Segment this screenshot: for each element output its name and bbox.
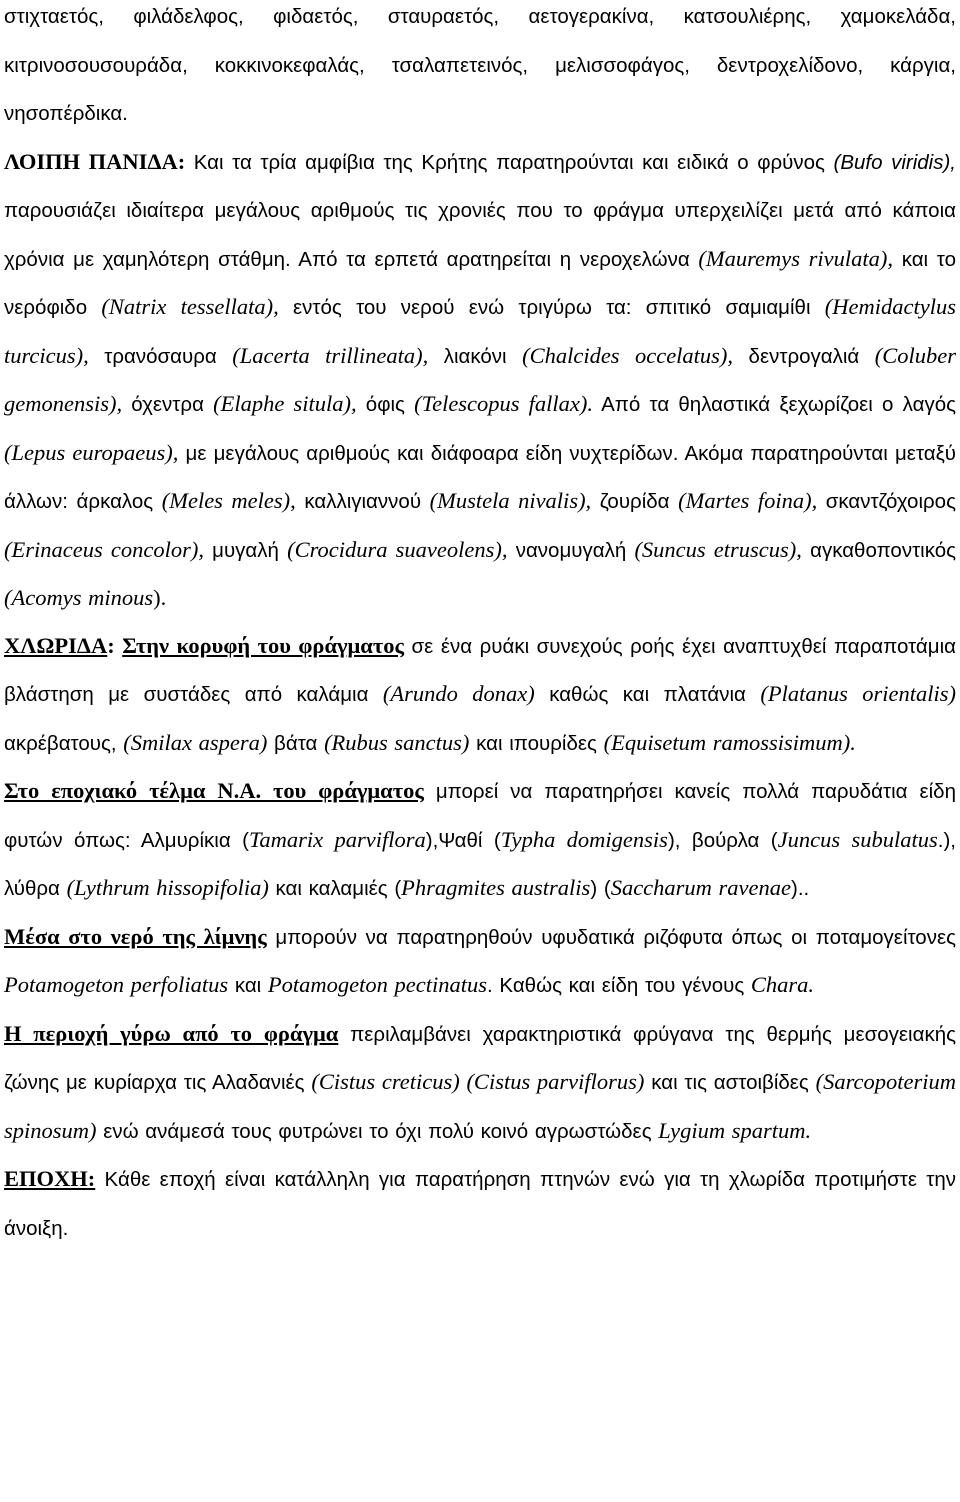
text-segment: (Natrix tessellata), — [101, 294, 279, 319]
text-segment: Juncus subulatus — [777, 826, 938, 852]
text-segment: (Mauremys rivulata), — [698, 245, 894, 271]
text-segment: (Elaphe situla), — [213, 391, 357, 416]
text-segment: ), βούρλα ( — [667, 828, 778, 852]
paragraph-lake-water — [4, 913, 956, 1010]
text-segment: ),Ψαθί ( — [425, 828, 501, 852]
text-segment: (Smilax aspera) — [123, 729, 268, 755]
text-segment: (Arundo donax) — [382, 681, 535, 706]
text-segment: καθώς και πλατάνια — [534, 683, 761, 706]
text-segment: (Sarcopoterium spinosum) — [4, 1069, 957, 1143]
text-segment: Potamogeton pectinatus — [267, 972, 488, 997]
text-segment: (Lepus europaeus), — [4, 439, 179, 465]
text-segment: μπορεί να παρατηρήσει κανείς πολλά παρυδάτια είδη φυτών όπως: Αλμυρίκια ( — [4, 780, 956, 852]
text-segment: Μέσα στο νερό της λίμνης — [4, 923, 267, 949]
text-segment: στιχταετός, φιλάδελφος, φιδαετός, σταυραετός, αετογερακίνα, κατσουλιέρης, χαμοκελάδα, κιτρινοσουσουράδα, κοκκινοκεφαλάς, τσαλαπετεινός, μελισσοφάγος, δεντροχελίδονο, κάργια, νησοπέρδικα. — [4, 5, 956, 125]
text-segment: Phragmites australis — [401, 875, 591, 900]
text-segment: (Lythrum hissopifolia) — [66, 875, 269, 900]
text-segment: (Platanus orientalis) — [760, 681, 957, 706]
text-segment: (Bufo viridis), — [833, 150, 956, 174]
text-segment: ) ( — [590, 877, 611, 900]
paragraph-other-fauna — [4, 138, 956, 622]
text-segment: Chara. — [750, 972, 815, 997]
paragraph-bird-list — [4, 0, 956, 138]
text-segment: Και τα τρία αμφίβια της Κρήτης παρατηρούνται και ειδικά ο φρύνος — [193, 150, 834, 174]
text-segment: αγκαθοποντικός — [801, 538, 957, 562]
text-segment: και — [228, 974, 268, 997]
text-segment: ΛΟΙΠΗ ΠΑΝΙΔΑ: — [4, 148, 194, 174]
text-segment: λιακόνι — [428, 344, 523, 368]
text-segment: Tamarix parviflora — [248, 826, 426, 852]
text-segment: : — [107, 632, 123, 658]
text-segment: παρουσιάζει ιδιαίτερα μεγάλους αριθμούς τις χρονιές που το φράγμα υπερχειλίζει μετά από κάποια χρόνια με χαμηλότερη στάθμη. Από τα ερπετά αρατηρείται η νεροχελώνα — [4, 199, 956, 271]
text-segment: όχεντρα — [122, 393, 214, 416]
text-segment: (Equisetum ramossisimum). — [603, 729, 856, 755]
paragraph-season — [4, 1155, 956, 1252]
text-segment: (Coluber gemonensis), — [4, 342, 956, 416]
text-segment: Lygium spartum. — [658, 1117, 812, 1143]
text-segment: τρανόσαυρα — [88, 344, 233, 368]
text-segment: . Καθώς και είδη του γένους — [487, 974, 751, 997]
text-segment: Potamogeton perfoliatus — [4, 972, 229, 997]
text-segment: ενώ ανάμεσά τους φυτρώνει το όχι πολύ κοινό αγρωστώδες — [96, 1119, 659, 1143]
text-segment: (Crocidura suaveolens), — [287, 536, 508, 562]
text-segment: Typha domigensis — [500, 826, 668, 852]
text-segment: περιλαμβάνει χαρακτηριστικά φρύγανα της θερμής μεσογειακής ζώνης με κυρίαρχα τις Αλαδανιές — [4, 1022, 956, 1094]
text-segment: Από τα θηλαστικά ξεχωρίζοει ο λαγός — [593, 393, 956, 416]
text-segment: σε ένα ρυάκι συνεχούς ροής έχει αναπτυχθεί παραποτάμια βλάστηση με συστάδες από καλάμια — [4, 634, 957, 706]
text-segment: (Chalcides occelatus), — [522, 342, 734, 368]
text-segment: με μεγάλους αριθμούς και διάφοαρα είδη νυχτερίδων. Ακόμα παρατηρούνται μεταξύ άλλων: άρκαλος — [4, 441, 956, 513]
text-segment: Στην κορυφή του φράγματος — [122, 632, 404, 658]
text-segment: Κάθε εποχή είναι κατάλληλη για παρατήρηση πτηνών ενώ για τη χλωρίδα προτιμήστε την άνοιξη. — [4, 1168, 956, 1240]
text-segment: (Acomys minous — [4, 585, 154, 610]
text-segment: νανομυγαλή — [507, 538, 635, 562]
text-segment: καλλιγιαννού — [295, 490, 430, 513]
text-segment: ακρέβατους, — [4, 731, 124, 755]
text-segment: ΕΠΟΧΗ: — [4, 1166, 96, 1191]
text-segment: και ιπουρίδες — [469, 731, 604, 755]
paragraph-seasonal-marsh — [4, 767, 956, 913]
text-segment: (Lacerta trillineata), — [232, 342, 429, 368]
paragraph-flora-dam-top — [4, 622, 956, 768]
text-segment: (Cistus creticus) (Cistus parviflorus) — [311, 1069, 645, 1094]
text-segment: ΧΛΩΡΙΔΑ — [4, 632, 108, 658]
text-segment: σκαντζόχοιρος — [817, 490, 956, 513]
text-segment: ). — [153, 585, 167, 610]
text-segment: μπορούν να παρατηρηθούν υφυδατικά ριζόφυτα όπως οι ποταμογείτονες — [266, 925, 956, 949]
text-segment: και το νερόφιδο — [4, 247, 956, 319]
text-segment: μυγαλή — [203, 538, 288, 562]
text-segment: βάτα — [267, 731, 325, 755]
text-segment: όφις — [356, 393, 415, 416]
text-segment: (Hemidactylus turcicus), — [4, 294, 957, 368]
text-segment: εντός του νερού ενώ τριγύρω τα: σπιτικό σαμιαμίθι — [278, 296, 825, 319]
text-segment: (Meles meles), — [161, 488, 296, 513]
text-segment: Saccharum ravenae — [610, 875, 792, 900]
text-segment: (Rubus sanctus) — [324, 729, 470, 755]
text-segment: και καλαμιές ( — [268, 877, 402, 900]
paragraph-dam-surroundings — [4, 1010, 956, 1156]
text-segment: ζουρίδα — [591, 490, 679, 513]
text-segment: Η περιοχή γύρω από το φράγμα — [4, 1020, 339, 1046]
text-segment: (Suncus etruscus), — [634, 536, 802, 562]
text-segment: (Mustela nivalis), — [429, 488, 592, 513]
text-segment: (Telescopus fallax). — [414, 391, 594, 416]
text-segment: Στο εποχιακό τέλμα Ν.Α. του φράγματος — [4, 778, 424, 803]
text-segment: ).. — [791, 877, 810, 900]
text-segment: και τις αστοιβίδες — [644, 1071, 816, 1094]
text-segment: δεντρογαλιά — [733, 344, 875, 368]
text-segment: (Erinaceus concolor), — [4, 536, 204, 562]
text-segment: (Martes foina), — [678, 488, 818, 513]
text-segment: .), λύθρα — [4, 828, 956, 900]
